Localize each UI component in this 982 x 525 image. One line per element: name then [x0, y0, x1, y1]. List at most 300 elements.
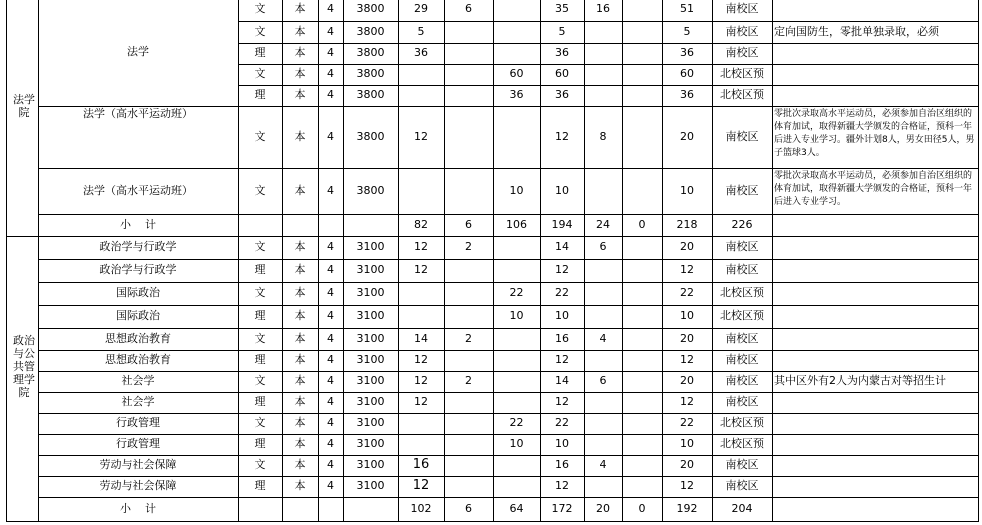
cell-c7: 12	[680, 353, 694, 367]
cell-years: 4	[327, 309, 334, 323]
cell-c2	[444, 259, 493, 282]
cell-c3: 36	[509, 88, 524, 102]
major-name: 法学（高水平运动班）	[83, 107, 193, 120]
cell-level: 本	[294, 263, 306, 277]
grid-line	[38, 106, 979, 107]
cell-c7: 22	[680, 286, 694, 300]
cell-c7: 20	[680, 331, 694, 345]
cell-level: 本	[294, 24, 306, 38]
campus-name: 北校区预	[720, 67, 764, 81]
cell-c2	[444, 64, 493, 85]
cell-c5: 16	[596, 2, 610, 16]
grid-line	[712, 0, 713, 237]
subtotal-c2: 6	[465, 501, 472, 515]
cell-type: 文	[254, 458, 266, 472]
note-text	[772, 413, 978, 434]
grid-line	[6, 236, 7, 522]
grid-line	[662, 0, 663, 237]
grid-line	[38, 392, 979, 393]
cell-fee: 3100	[356, 286, 385, 300]
cell-c5: 4	[599, 331, 607, 345]
grid-line	[38, 0, 39, 237]
cell-c2	[444, 106, 493, 168]
subtotal-c4: 194	[551, 217, 573, 231]
cell-c4: 10	[555, 309, 569, 323]
cell-c5	[584, 434, 622, 455]
cell-c3: 60	[509, 67, 524, 81]
grid-line	[540, 0, 541, 237]
subtotal-c5: 20	[596, 501, 610, 515]
cell-c1: 12	[414, 263, 428, 277]
cell-years: 4	[327, 46, 334, 60]
subtotal-campus: 226	[731, 217, 753, 231]
cell-c7: 12	[680, 263, 694, 277]
cell-c1	[398, 85, 444, 106]
grid-line	[343, 0, 344, 237]
grid-line	[584, 236, 585, 522]
note-text	[772, 64, 978, 85]
cell-c3	[493, 371, 540, 392]
cell-c6	[622, 106, 662, 168]
cell-c6	[622, 350, 662, 371]
subtotal-campus: 204	[731, 501, 753, 515]
grid-line	[622, 0, 623, 237]
major-name: 国际政治	[116, 286, 160, 300]
campus-name: 南校区	[725, 129, 759, 143]
campus-name: 南校区	[725, 479, 759, 493]
major-name: 政治学与行政学	[99, 263, 177, 277]
cell-c4: 5	[558, 24, 566, 38]
campus-name: 南校区	[725, 374, 759, 388]
grid-line	[38, 476, 979, 477]
cell-type: 理	[254, 88, 266, 102]
subtotal-c2: 6	[465, 217, 472, 231]
grid-line	[772, 236, 773, 522]
subtotal-c6: 0	[638, 217, 646, 231]
cell-c5	[584, 64, 622, 85]
cell-c5: 6	[599, 240, 607, 254]
cell-fee: 3100	[356, 395, 385, 409]
major-name: 法学	[127, 44, 149, 58]
grid-line	[38, 305, 979, 306]
cell-c3: 10	[509, 309, 524, 323]
subtotal-c1: 102	[410, 501, 432, 515]
grid-line	[493, 0, 494, 237]
cell-years: 4	[327, 416, 334, 430]
major-name: 政治学与行政学	[99, 240, 177, 254]
grid-line	[540, 236, 541, 522]
note-text	[772, 305, 978, 328]
grid-line	[238, 21, 979, 22]
cell-c2	[444, 455, 493, 476]
campus-name: 南校区	[725, 183, 759, 197]
cell-c6	[622, 371, 662, 392]
cell-c3	[493, 476, 540, 497]
cell-fee: 3800	[356, 24, 385, 38]
cell-c3	[493, 455, 540, 476]
cell-c2: 2	[465, 331, 472, 345]
cell-level: 本	[294, 416, 306, 430]
note-text	[772, 434, 978, 455]
cell-c2	[444, 350, 493, 371]
note-text	[772, 328, 978, 350]
cell-fee: 3800	[356, 67, 385, 81]
cell-c7: 12	[680, 479, 694, 493]
cell-level: 本	[294, 458, 306, 472]
note-text	[772, 455, 978, 476]
cell-c2	[444, 21, 493, 43]
grid-line	[622, 236, 623, 522]
cell-c4: 12	[555, 129, 569, 143]
cell-years: 4	[327, 374, 334, 388]
cell-c1	[398, 413, 444, 434]
cell-c7: 60	[680, 67, 694, 81]
cell-years: 4	[327, 240, 334, 254]
cell-fee: 3100	[356, 263, 385, 277]
cell-c7: 22	[680, 416, 694, 430]
cell-c1	[398, 305, 444, 328]
grid-line	[38, 168, 979, 169]
cell-years: 4	[327, 24, 334, 38]
cell-c6	[622, 64, 662, 85]
cell-fee: 3800	[356, 2, 385, 16]
cell-c3	[493, 350, 540, 371]
cell-c7: 20	[680, 458, 694, 472]
note-text	[772, 259, 978, 282]
cell-fee: 3100	[356, 240, 385, 254]
cell-level: 本	[294, 309, 306, 323]
cell-fee: 3100	[356, 479, 385, 493]
campus-name: 南校区	[725, 46, 759, 60]
grid-line	[712, 236, 713, 522]
cell-c3	[493, 21, 540, 43]
cell-level: 本	[294, 46, 306, 60]
cell-c7: 12	[680, 395, 694, 409]
cell-c2: 2	[465, 374, 472, 388]
grid-line	[38, 328, 979, 329]
cell-c5	[584, 305, 622, 328]
major-name: 法学（高水平运动班）	[83, 183, 193, 197]
cell-c5: 6	[599, 374, 607, 388]
grid-line	[238, 43, 979, 44]
cell-c6	[622, 434, 662, 455]
grid-line	[343, 236, 344, 522]
grid-line	[38, 371, 979, 372]
cell-c7: 36	[680, 46, 694, 60]
cell-c6	[622, 476, 662, 497]
cell-c2	[444, 282, 493, 305]
cell-c4: 14	[555, 240, 569, 254]
cell-c5	[584, 21, 622, 43]
cell-c2	[444, 413, 493, 434]
major-name: 社会学	[121, 395, 155, 409]
cell-c2: 6	[465, 2, 472, 16]
cell-level: 本	[294, 183, 306, 197]
cell-c6	[622, 305, 662, 328]
cell-years: 4	[327, 129, 334, 143]
cell-c4: 12	[555, 263, 569, 277]
cell-c6	[622, 21, 662, 43]
cell-c4: 16	[555, 458, 569, 472]
cell-c1	[398, 434, 444, 455]
subtotal-c3: 106	[506, 217, 527, 231]
cell-c1: 14	[414, 331, 428, 345]
cell-c5	[584, 259, 622, 282]
grid-line	[282, 236, 283, 522]
subtotal-c5: 24	[596, 217, 610, 231]
cell-c6	[622, 85, 662, 106]
cell-years: 4	[327, 183, 334, 197]
cell-c4: 36	[555, 88, 569, 102]
cell-c3	[493, 328, 540, 350]
cell-fee: 3100	[356, 416, 385, 430]
major-name: 国际政治	[116, 309, 160, 323]
grid-line	[318, 0, 319, 237]
major-name: 思想政治教育	[105, 353, 171, 367]
cell-c3: 10	[509, 183, 524, 197]
grid-line	[6, 0, 7, 237]
cell-c1: 5	[417, 24, 425, 38]
cell-type: 文	[254, 24, 266, 38]
cell-type: 文	[254, 331, 266, 345]
subtotal-c1: 82	[414, 217, 428, 231]
cell-type: 文	[254, 286, 266, 300]
grid-line	[282, 0, 283, 237]
campus-name: 南校区	[725, 2, 759, 16]
cell-c3	[493, 236, 540, 259]
cell-c2	[444, 476, 493, 497]
cell-years: 4	[327, 353, 334, 367]
cell-c2	[444, 85, 493, 106]
campus-name: 北校区预	[720, 416, 764, 430]
grid-line	[238, 64, 979, 65]
cell-level: 本	[294, 67, 306, 81]
major-name: 行政管理	[116, 437, 160, 451]
grid-line	[38, 350, 979, 351]
cell-level: 本	[294, 129, 306, 143]
cell-c4: 10	[555, 437, 569, 451]
cell-c7: 20	[680, 129, 694, 143]
cell-c7: 10	[680, 309, 694, 323]
cell-c5	[584, 282, 622, 305]
grid-line	[584, 0, 585, 237]
cell-level: 本	[294, 2, 306, 16]
cell-type: 文	[254, 240, 266, 254]
cell-years: 4	[327, 479, 334, 493]
cell-c6	[622, 455, 662, 476]
subtotal-label: 小 计	[120, 501, 156, 515]
cell-level: 本	[294, 437, 306, 451]
cell-fee: 3100	[356, 309, 385, 323]
major-name: 劳动与社会保障	[99, 458, 177, 472]
cell-fee: 3800	[356, 129, 385, 143]
grid-line	[38, 434, 979, 435]
cell-years: 4	[327, 286, 334, 300]
cell-c3	[493, 106, 540, 168]
campus-name: 南校区	[725, 353, 759, 367]
cell-c1: 12	[414, 395, 428, 409]
cell-c4: 35	[555, 2, 569, 16]
campus-name: 北校区预	[720, 286, 764, 300]
department-name: 政治与公共管理学院	[13, 334, 35, 399]
cell-c4: 36	[555, 46, 569, 60]
cell-fee: 3100	[356, 353, 385, 367]
cell-c3: 10	[509, 437, 524, 451]
cell-c4: 12	[555, 353, 569, 367]
cell-c7: 20	[680, 374, 694, 388]
cell-level: 本	[294, 374, 306, 388]
subtotal-c6: 0	[638, 501, 646, 515]
campus-name: 南校区	[725, 395, 759, 409]
major-name: 行政管理	[116, 416, 160, 430]
grid-line	[38, 236, 39, 522]
note-text	[772, 0, 978, 21]
cell-fee: 3800	[356, 46, 385, 60]
cell-type: 理	[254, 353, 266, 367]
campus-name: 北校区预	[720, 309, 764, 323]
cell-level: 本	[294, 353, 306, 367]
cell-years: 4	[327, 395, 334, 409]
subtotal-c4: 172	[551, 501, 573, 515]
cell-c5	[584, 476, 622, 497]
cell-c5	[584, 85, 622, 106]
campus-name: 北校区预	[720, 88, 764, 102]
cell-level: 本	[294, 479, 306, 493]
cell-c6	[622, 43, 662, 64]
cell-type: 文	[254, 129, 266, 143]
cell-c5	[584, 350, 622, 371]
cell-c4: 22	[555, 286, 569, 300]
cell-c1: 12	[414, 353, 428, 367]
campus-name: 南校区	[725, 240, 759, 254]
cell-c6	[622, 282, 662, 305]
cell-level: 本	[294, 331, 306, 345]
cell-c7: 10	[680, 437, 694, 451]
cell-fee: 3100	[356, 437, 385, 451]
cell-c6	[622, 259, 662, 282]
cell-c6	[622, 392, 662, 413]
cell-c1	[398, 64, 444, 85]
cell-c4: 14	[555, 374, 569, 388]
cell-type: 理	[254, 309, 266, 323]
cell-c1: 29	[414, 2, 428, 16]
grid-line	[38, 214, 979, 215]
cell-c7: 20	[680, 240, 694, 254]
cell-c4: 12	[555, 395, 569, 409]
cell-type: 文	[254, 374, 266, 388]
cell-type: 文	[254, 67, 266, 81]
cell-c3: 22	[509, 416, 524, 430]
note-text: 零批次录取高水平运动员，必须参加自治区组织的体育加试，取得新疆大学颁发的合格证，预科一年后进入专业学习。	[774, 171, 973, 207]
cell-type: 理	[254, 437, 266, 451]
cell-years: 4	[327, 263, 334, 277]
cell-c1: 12	[414, 240, 428, 254]
cell-c7: 5	[683, 24, 691, 38]
campus-name: 南校区	[725, 458, 759, 472]
cell-c2	[444, 434, 493, 455]
grid-line	[772, 0, 773, 237]
cell-level: 本	[294, 240, 306, 254]
cell-level: 本	[294, 395, 306, 409]
cell-years: 4	[327, 437, 334, 451]
major-name: 劳动与社会保障	[99, 479, 177, 493]
cell-c3: 22	[509, 286, 524, 300]
cell-fee: 3100	[356, 374, 385, 388]
cell-c6	[622, 328, 662, 350]
note-text	[772, 350, 978, 371]
cell-c5	[584, 43, 622, 64]
cell-c5: 8	[599, 129, 607, 143]
grid-line	[493, 236, 494, 522]
cell-c1	[398, 282, 444, 305]
cell-c1: 12	[412, 478, 430, 494]
subtotal-c3: 64	[509, 501, 524, 515]
cell-c1: 16	[412, 457, 430, 473]
grid-line	[38, 497, 979, 498]
cell-c6	[622, 0, 662, 21]
note-text: 零批次录取高水平运动员，必须参加自治区组织的体育加试，取得新疆大学颁发的合格证，预科一年后进入专业学习。疆外计划8人，男女田径5人，男子篮球3人。	[774, 109, 975, 158]
cell-type: 文	[254, 2, 266, 16]
cell-years: 4	[327, 2, 334, 16]
grid-line	[38, 259, 979, 260]
cell-c4: 60	[555, 67, 569, 81]
grid-line	[978, 0, 979, 237]
cell-c2	[444, 43, 493, 64]
campus-name: 南校区	[725, 331, 759, 345]
cell-c6	[622, 236, 662, 259]
department-name: 法学院	[13, 93, 35, 119]
grid-line	[238, 0, 239, 237]
cell-level: 本	[294, 286, 306, 300]
campus-name: 北校区预	[720, 437, 764, 451]
cell-c7: 36	[680, 88, 694, 102]
grid-line	[398, 0, 399, 237]
campus-name: 南校区	[725, 24, 759, 38]
cell-c5	[584, 392, 622, 413]
cell-c1	[398, 168, 444, 214]
cell-c6	[622, 168, 662, 214]
note-text	[772, 236, 978, 259]
cell-c5	[584, 413, 622, 434]
major-name: 社会学	[121, 374, 155, 388]
cell-c5: 4	[599, 458, 607, 472]
note-text: 其中区外有2人为内蒙古对等招生计	[774, 374, 946, 388]
cell-type: 理	[254, 46, 266, 60]
cell-c3	[493, 392, 540, 413]
cell-type: 文	[254, 416, 266, 430]
cell-c4: 16	[555, 331, 569, 345]
cell-c4: 12	[555, 479, 569, 493]
cell-type: 文	[254, 183, 266, 197]
grid-line	[38, 413, 979, 414]
subtotal-c7: 192	[676, 501, 698, 515]
grid-line	[38, 282, 979, 283]
cell-years: 4	[327, 88, 334, 102]
note-text	[772, 85, 978, 106]
cell-c2	[444, 168, 493, 214]
cell-years: 4	[327, 67, 334, 81]
grid-line	[978, 236, 979, 522]
grid-line	[238, 236, 239, 522]
cell-c1: 12	[414, 374, 428, 388]
cell-c3	[493, 259, 540, 282]
grid-line	[662, 236, 663, 522]
note-text: 定向国防生，零批单独录取，必须	[774, 24, 939, 38]
cell-c1: 36	[414, 46, 428, 60]
cell-c7: 51	[680, 2, 694, 16]
grid-line	[238, 85, 979, 86]
note-text	[772, 476, 978, 497]
